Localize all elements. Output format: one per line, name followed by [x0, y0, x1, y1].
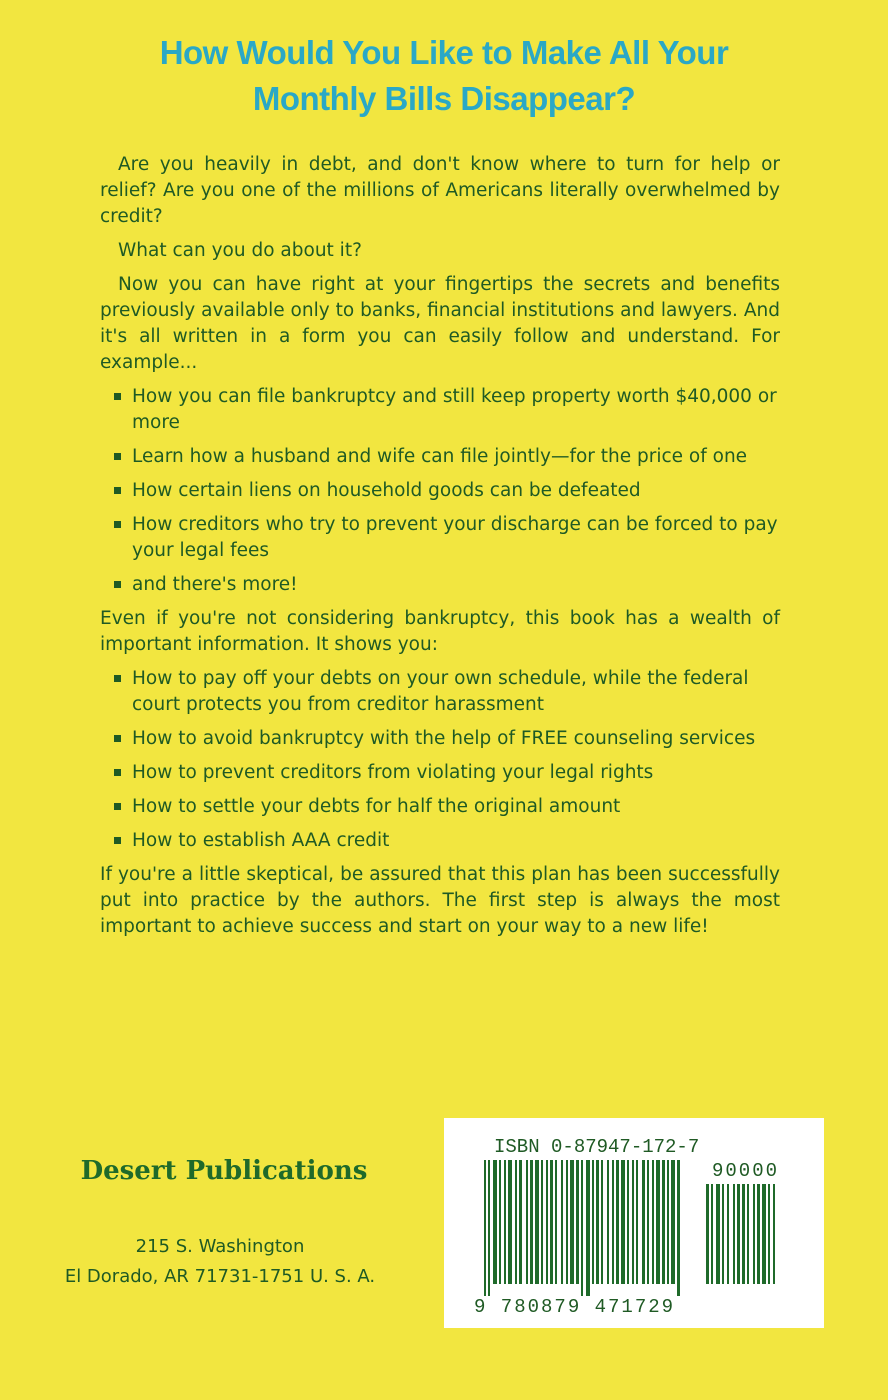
- publisher-name: Desert Publications: [80, 1156, 368, 1186]
- headline-line-1: How Would You Like to Make All Your: [159, 34, 729, 71]
- barcode-bar: [484, 1160, 486, 1296]
- list-item: and there's more!: [114, 572, 780, 598]
- blurb-paragraph: If you're a little skeptical, be assured that this plan has been successfully put into practice by the authors. The first step is always the most important to achieve success and start on your way to a new life!: [100, 864, 780, 937]
- bullet-icon: [114, 769, 121, 776]
- barcode-bar: [499, 1160, 501, 1284]
- list-item: How to prevent creditors from violating your legal rights: [114, 760, 780, 786]
- bullet-icon: [114, 675, 121, 682]
- bullet-icon: [114, 487, 121, 494]
- barcode-bar: [636, 1160, 638, 1284]
- bullet-icon: [114, 521, 121, 528]
- barcode-bar: [616, 1160, 619, 1284]
- barcode-bar: [773, 1184, 775, 1284]
- list-item: Learn how a husband and wife can file jointly—for the price of one: [114, 444, 780, 470]
- blurb: [100, 152, 780, 948]
- list-item: How creditors who try to prevent your discharge can be forced to pay your legal fees: [114, 512, 780, 564]
- barcode-bar: [733, 1184, 735, 1284]
- barcode-bar: [550, 1160, 553, 1284]
- barcode-bar: [742, 1184, 745, 1284]
- barcode-bar: [508, 1160, 512, 1284]
- barcode-bar: [535, 1160, 539, 1284]
- bullet-icon: [114, 803, 121, 810]
- cover-headline: [0, 30, 888, 122]
- blurb-paragraph: Are you heavily in debt, and don't know where to turn for help or relief? Are you one of the millions of Americans literally overwhelmed by credit?: [100, 154, 780, 227]
- bullet-icon: [114, 581, 121, 588]
- barcode-bar: [555, 1160, 557, 1284]
- barcode-bar: [586, 1160, 590, 1296]
- barcode-bar: [504, 1160, 506, 1284]
- barcode-bar: [677, 1160, 680, 1296]
- barcode-bar: [667, 1160, 669, 1284]
- barcode-bar: [541, 1160, 543, 1284]
- bullet-icon: [114, 837, 121, 844]
- bullet-icon: [114, 453, 121, 460]
- barcode-bar: [515, 1160, 517, 1284]
- bullet-icon: [114, 735, 121, 742]
- barcode-bar: [671, 1160, 675, 1284]
- barcode-bar: [607, 1160, 609, 1284]
- barcode-bar: [530, 1160, 533, 1284]
- barcode-bar: [592, 1160, 594, 1284]
- barcode-bar: [762, 1184, 766, 1284]
- barcode-bar: [656, 1160, 660, 1284]
- barcode-bar: [596, 1160, 599, 1284]
- isbn-label: ISBN 0-87947-172-7: [494, 1136, 700, 1158]
- barcode-bar: [601, 1160, 603, 1284]
- list-item: How you can file bankruptcy and still keep property worth $40,000 or more: [114, 384, 780, 436]
- list-item: How certain liens on household goods can be defeated: [114, 478, 780, 504]
- barcode-bar: [757, 1184, 760, 1284]
- list-item: How to avoid bankruptcy with the help of FREE counseling services: [114, 726, 780, 752]
- barcode-bar: [519, 1160, 522, 1284]
- publisher-address: [0, 1232, 440, 1292]
- barcode-bar: [612, 1160, 614, 1284]
- bankruptcy-benefits-list: [114, 384, 780, 598]
- list-item: How to pay off your debts on your own schedule, while the federal court protects you from creditor harassment: [114, 666, 780, 718]
- barcode-bar: [561, 1160, 563, 1284]
- barcode-bar: [632, 1160, 634, 1284]
- debt-help-list: [114, 666, 780, 854]
- barcode-panel: [444, 1118, 824, 1328]
- barcode-bar: [546, 1160, 548, 1284]
- ean-number: 9 780879 471729: [474, 1296, 676, 1318]
- blurb-paragraph: Even if you're not considering bankruptcy, this book has a wealth of important information. It shows you:: [100, 608, 780, 655]
- barcode-bar: [627, 1160, 629, 1284]
- barcode-bar: [621, 1160, 625, 1284]
- barcode-bar: [711, 1184, 713, 1284]
- barcode-bar: [727, 1184, 729, 1284]
- barcode-bar: [662, 1160, 665, 1284]
- bullet-icon: [114, 393, 121, 400]
- barcode-bar: [526, 1160, 528, 1284]
- barcode-bar: [488, 1160, 490, 1296]
- blurb-paragraph: Now you can have right at your fingertips the secrets and benefits previously available only to banks, financial institutions and lawyers. And it's all written in a form you can easily follow and understand. For example...: [100, 274, 780, 373]
- headline-line-2: Monthly Bills Disappear?: [252, 80, 636, 117]
- barcode-bar: [737, 1184, 740, 1284]
- barcode-bar: [768, 1184, 770, 1284]
- ean-barcode: [484, 1160, 704, 1296]
- address-line-1: 215 S. Washington: [135, 1236, 305, 1257]
- list-item: How to settle your debts for half the original amount: [114, 794, 780, 820]
- barcode-bar: [581, 1160, 583, 1296]
- barcode-bar: [722, 1184, 724, 1284]
- barcode-bar: [716, 1184, 720, 1284]
- address-line-2: El Dorado, AR 71731-1751 U. S. A.: [64, 1266, 376, 1287]
- price-code: 90000: [712, 1160, 780, 1182]
- barcode-bar: [566, 1160, 568, 1284]
- barcode-bar: [570, 1160, 574, 1284]
- barcode-bar: [706, 1184, 709, 1284]
- list-item: How to establish AAA credit: [114, 828, 780, 854]
- barcode-bar: [747, 1184, 749, 1284]
- barcode-bar: [647, 1160, 649, 1284]
- barcode-bar: [576, 1160, 579, 1284]
- barcode-bar: [753, 1184, 755, 1284]
- addon-barcode: [706, 1184, 806, 1296]
- barcode-bar: [493, 1160, 497, 1284]
- barcode-bar: [652, 1160, 654, 1284]
- blurb-paragraph: What can you do about it?: [118, 240, 362, 261]
- barcode-bar: [642, 1160, 645, 1284]
